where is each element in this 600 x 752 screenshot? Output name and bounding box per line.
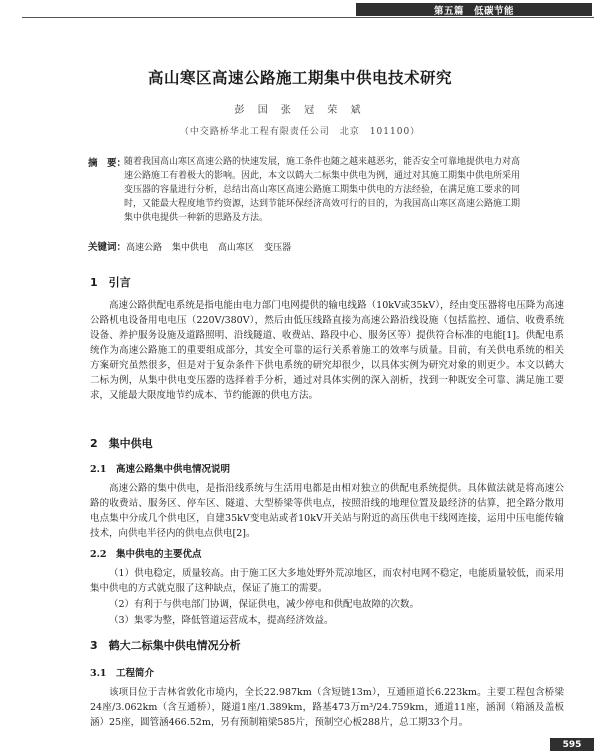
keyword: 变压器	[264, 243, 292, 253]
advantage-item: （1）供电稳定，质量较高。由于施工区大多地处野外荒凉地区，而农村电网不稳定，电能质量较低，而采用集中供电的方式就克服了这种缺点，保证了施工的需要。	[90, 568, 564, 594]
section-1-paragraph: 高速公路供配电系统是指电能由电力部门电网提供的输电线路（10kV或35kV），经由变压器将电压降为高速公路机电设备用电电压（220V/380V），然后由低压线路直接为高速公路沿线设施（包括监控、通信、收费系统设备、养护服务设施及道路照明、沿线隧道、收费站、路段中心、服务区等）提供符合标准的电能[1]。供配电系统作为高速公路施工的重要组成部分，其安全可靠的运行关系着施工的效率与质量。目前，有关供电系统的相关方案研究虽然很多，但是对于复杂条件下供电系统的研究却很少，以具体实例为研究对象的则更少。本文以鹤大二标为例，从集中供电变压器的选择着手分析，通过对具体实例的深入剖析，找到一种既安全可靠、满足施工要求，又能最大限度地节约成本、节约能源的供电方法。	[90, 300, 564, 401]
advantage-item: （2）有利于与供电部门协调，保证供电，减少停电和供配电故障的次数。	[109, 599, 420, 610]
article-affiliation: （中交路桥华北工程有限责任公司 北京 101100）	[179, 127, 421, 137]
article-authors: 彭 国 张 冠 荣 斌	[234, 105, 366, 116]
section-heading-1: 1 引言	[90, 276, 131, 289]
article-title: 高山寒区高速公路施工期集中供电技术研究	[147, 68, 452, 87]
abstract-text: 随着我国高山寒区高速公路的快速发展，施工条件也随之越来越恶劣，能否安全可靠地提供电力对高速公路施工有着极大的影响。因此，本文以鹤大二标集中供电为例，通过对其施工期集中供电所采用变压器的容量进行分析，总结出高山寒区高速公路施工期集中供电的方法经验，在满足施工要求的同时，又能最大程度地节约资源，达到节能环保经济高效可行的目的，为我国高山寒区高速公路施工期集中供电提供一种新的思路及方法。	[124, 157, 521, 223]
header-rule	[22, 17, 594, 18]
keyword: 集中供电	[172, 243, 209, 253]
keyword: 高山寒区	[218, 243, 255, 253]
keyword: 高速公路	[126, 243, 163, 253]
section-2-1-paragraph: 高速公路的集中供电，是指沿线系统与生活用电都是由相对独立的供配电系统提供。具体做法就是将高速公路的收费站、服务区、停车区、隧道、大型桥梁等供电点，按照沿线的地理位置及最经济的估算，把全路分散用电点集中分成几个供电区，自建35kV变电站或者10kV开关站与附近的高压供电干线网连接，运用中压电能传输技术，向供电半径内的供电点供电[2]。	[90, 483, 564, 539]
subsection-heading-2-2: 2.2 集中供电的主要优点	[90, 549, 202, 560]
abstract-label: 摘 要：	[88, 158, 127, 169]
subsection-heading-2-1: 2.1 高速公路集中供电情况说明	[90, 464, 231, 475]
advantage-item: （3）集零为整，降低管道运营成本，提高经济效益。	[109, 615, 334, 626]
section-heading-3: 3 鹤大二标集中供电情况分析	[90, 639, 241, 652]
keywords-label: 关键词：	[88, 242, 127, 253]
page-number: 595	[550, 738, 594, 751]
section-3-1-paragraph: 该项目位于吉林省敦化市境内，全长22.987km（含短链13m），互通匝道长6.223km。主要工程包含桥梁24座/3.062km（含互通桥），隧道1座/1.389km，路基473万m³/24.759km，通道11座，涵洞（箱涵及盖板涵）25座，圆管涵466.52m，另有预制箱梁585片，预制空心板288片，总工期33个月。	[90, 687, 564, 728]
section-heading-2: 2 集中供电	[90, 437, 153, 450]
keywords-line	[88, 239, 301, 253]
subsection-heading-3-1: 3.1 工程简介	[90, 668, 155, 679]
running-header: 第五篇 低碳节能	[356, 3, 592, 16]
